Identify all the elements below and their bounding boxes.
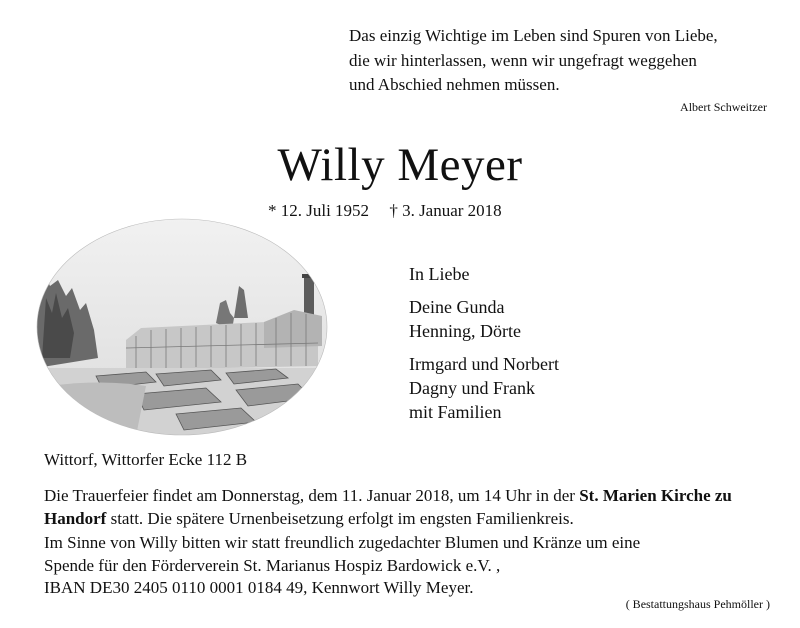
mourner-name: Irmgard und Norbert	[409, 354, 559, 374]
funeral-text-2: statt. Die spätere Urnenbeisetzung erfolgt im engsten Familienkreis.	[106, 508, 574, 528]
mourner-group-relatives	[409, 352, 559, 424]
mourner-name: Dagny und Frank	[409, 378, 535, 398]
birth-date: * 12. Juli 1952	[268, 201, 370, 220]
quote-author: Albert Schweitzer	[680, 100, 767, 114]
quote-line-3: und Abschied nehmen müssen.	[349, 75, 560, 94]
mourner-name: Henning, Dörte	[409, 321, 521, 341]
mourners	[409, 262, 559, 433]
church-name: St. Marien Kirche zu Handorf	[44, 486, 732, 528]
address: Wittorf, Wittorfer Ecke 112 B	[44, 450, 248, 469]
funeral-info	[44, 485, 764, 530]
quote-line-2: die wir hinterlassen, wenn wir ungefragt weggehen	[349, 50, 697, 70]
donation-info	[44, 532, 764, 600]
mourner-name: mit Familien	[409, 402, 502, 422]
funeral-text-1: Die Trauerfeier findet am Donnerstag, dem 11. Januar 2018, um 14 Uhr in der	[44, 486, 580, 505]
undertaker: ( Bestattungshaus Pehmöller )	[625, 597, 770, 611]
quote	[349, 24, 789, 98]
donation-line-3: IBAN DE30 2405 0110 0001 0184 49, Kennwort Willy Meyer.	[44, 578, 474, 597]
donation-line-1: Im Sinne von Willy bitten wir statt freundlich zugedachter Blumen und Kränze um eine	[44, 533, 641, 552]
greeting: In Liebe	[409, 264, 470, 284]
greenhouse-sketch-image	[36, 218, 328, 436]
deceased-name: Willy Meyer	[277, 139, 523, 191]
quote-line-1: Das einzig Wichtige im Leben sind Spuren von Liebe,	[349, 26, 718, 45]
mourner-name: Deine Gunda	[409, 297, 505, 317]
mourner-group-family	[409, 295, 559, 343]
death-date: † 3. Januar 2018	[389, 201, 502, 220]
donation-line-2: Spende für den Förderverein St. Marianus Hospiz Bardowick e.V. ,	[44, 555, 501, 575]
